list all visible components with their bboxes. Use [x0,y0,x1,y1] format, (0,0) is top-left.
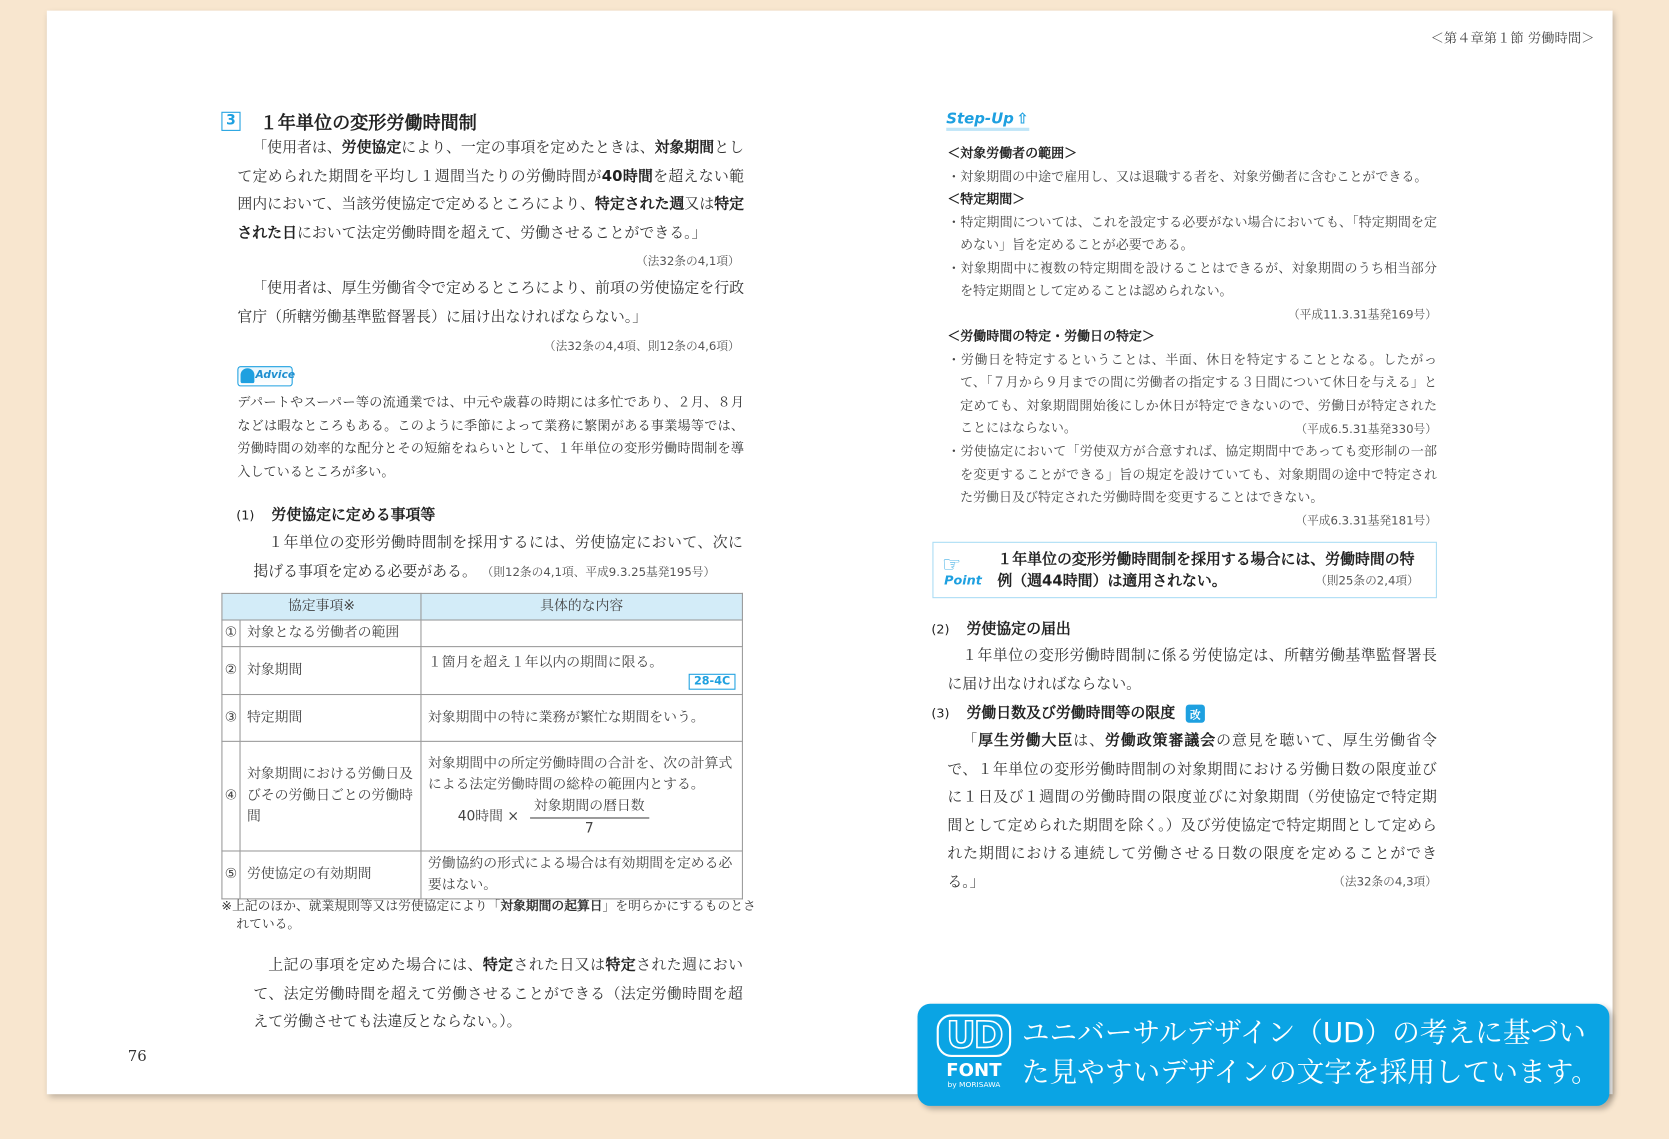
step-up-content [947,143,1437,533]
row-content [421,647,742,695]
bold-term: 労働政策審議会 [1105,732,1217,750]
citation: （則12条の4,1項、平成9.3.25基発195号） [481,564,716,579]
citation: （法32条の4,4項、則12条の4,6項） [543,339,740,354]
step-up-heading: ＜労働時間の特定・労働日の特定＞ [947,328,1155,344]
bullet-item: ・特定期間については、これを設定する必要がない場合においても、「特定期間を定めない」旨を定めることが必要である。 [947,214,1437,253]
row-content [421,620,742,647]
subsection-title: 労使協定に定める事項等 [271,506,436,524]
text-segment: の意見を聴いて、厚生労働省令で、１年単位の変形労働時間制の対象期間における労働日数の限度並びに１日及び１週間の労働時間の限度並びに対象期間（労使協定で特定期間として定められた期間を除く。）及び労使協定で特定期間として定められた期間における連続して労働させる日数の限度を定めることができる。」 [947,732,1437,891]
bold-term: 厚生労働大臣 [978,732,1074,750]
law-quote-2: 「使用者は、厚生労働省令で定めるところにより、前項の労使協定を行政官庁（所轄労働基準監督署長）に届け出なければならない。」 [237,279,745,326]
row-content-text: 対象期間中の所定労働時間の合計を、次の計算式による法定労働時間の総枠の範囲内とする。 [427,755,733,793]
text-segment: として定められた期間を平均し１週間当たりの労働時間が [237,139,745,185]
law-quote-3 [947,727,1437,896]
ud-font-logo [937,1014,1012,1089]
paragraph [253,952,743,1037]
advice-badge [237,366,296,386]
step-up-heading: ＜特定期間＞ [947,191,1026,207]
text-segment: において法定労働時間を超えて、労働させることができる。」 [296,224,707,242]
ud-font-banner [918,1004,1610,1106]
citation: （則25条の2,4項） [1315,573,1419,588]
advice-label: Advice [255,369,296,382]
table-row [222,695,742,742]
running-header: ＜第４章第１節 労働時間＞ [1430,29,1595,46]
row-content: 労働協約の形式による場合は有効期間を定める必要はない。 [421,851,742,899]
section-title: １年単位の変形労働時間制 [259,112,477,135]
row-number: ② [222,647,240,695]
text-segment: ※上記のほか、就業規則等又は労使協定により「 [221,898,501,914]
row-item: 労使協定の有効期間 [240,851,421,899]
subsection-heading-2 [931,617,1070,638]
banner-text [1022,1014,1599,1093]
subsection-heading-1 [236,503,435,524]
banner-line: た見やすいデザインの文字を採用しています。 [1021,1056,1599,1089]
banner-line: ユニバーサルデザイン（UD）の考えに基づい [1021,1017,1586,1050]
text-segment: された日又は [513,956,606,974]
table-header-row [222,593,742,620]
row-item: 対象となる労働者の範囲 [240,620,421,647]
bold-term: 特定 [605,956,637,974]
law-quote-1 [237,134,744,247]
text-segment: された週において、法定労働時間を超えて労働させることができる（法定労働時間を超えて労働させても法違反とならない。）。 [253,956,744,1031]
citation: （法32条の4,3項） [1333,874,1437,889]
advice-text: デパートやスーパー等の流通業では、中元や歳暮の時期には多忙であり、２月、８月などは暇なところもある。このように季節によって業務に繁閑がある事業場等では、労働時間の効率的な配分とその短縮をねらいとして、１年単位の変形労働時間制を導入しているところが多い。 [237,394,745,479]
subsection-heading-3 [931,701,1205,722]
subsection-number: (3) [931,705,950,721]
section-heading [221,108,476,135]
row-content: 対象期間中の特に業務が繁忙な期間をいう。 [421,695,742,742]
column-header: 具体的な内容 [421,593,742,620]
bold-term: 40時間 [601,167,654,185]
bold-term: 対象期間の起算日 [500,898,603,914]
citation: （平成6.3.31基発181号） [1295,513,1437,528]
citation: （平成6.5.31基発330号） [1295,422,1437,436]
text-segment: を超えない範囲内において、当該労使協定で定めるところにより、 [237,167,745,213]
subsection-title: 労使協定の届出 [966,620,1071,638]
numerator: 対象期間の暦日数 [530,796,649,818]
point-box [932,542,1437,598]
row-number: ⑤ [222,851,240,899]
formula-left: 40時間 × [457,808,519,825]
row-number: ③ [222,695,240,742]
paragraph-text: １年単位の変形労働時間制を採用するには、労使協定において、次に掲げる事項を定める必要がある。 [253,534,743,580]
point-label: Point [944,572,982,588]
bold-term: 特定された週 [594,195,685,213]
bullet-item: ・労働日を特定するということは、半面、休日を特定することとなる。したがって、「７月から９月までの間に労働者の指定する３日間について休日を与える」と定めても、対象期間開始後にしか休日が特定できないので、労働日が特定されたことにはならない。 [947,351,1437,436]
row-number: ① [222,620,240,647]
agreement-items-table [221,593,743,900]
bullet-item: ・対象期間の中途で雇用し、又は退職する者を、対象労働者に含むことができる。 [947,168,1428,184]
bold-term: 労使協定 [341,139,402,157]
text-segment: 「 [962,732,979,750]
row-content [421,741,742,851]
logo-font: FONT [946,1060,1002,1082]
page-number: 76 [127,1048,147,1066]
subsection-title: 労働日数及び労働時間等の限度 [966,704,1176,722]
paragraph: １年単位の変形労働時間制に係る労使協定は、所轄労働基準監督署長に届け出なければならない。 [947,647,1437,693]
bullet-item: ・労使協定において「労使双方が合意すれば、協定期間中であっても変形制の一部を変更することができる」旨の規定を設けていても、対象期間の途中で特定された労働日及び特定された労働時間を変更することはできない。 [947,443,1437,505]
point-text: １年単位の変形労働時間制を採用する場合には、労働時間の特例（週44時間）は適用されない。 [997,551,1415,590]
bold-term: 特定された日 [237,195,745,242]
step-up-text: Step-Up [946,110,1014,128]
step-up-label [946,111,1028,131]
person-icon [241,368,255,383]
row-item: 特定期間 [240,695,421,742]
table-row [222,647,742,695]
text-segment: 」を明らかにするものとされている。 [236,898,756,932]
denominator: 7 [584,820,594,837]
logo-by: by MORISAWA [947,1080,1001,1089]
text-segment: 上記の事項を定めた場合には、 [268,956,483,974]
text-segment: により、一定の事項を定めたときは、 [401,139,655,157]
step-up-heading: ＜対象労働者の範囲＞ [947,145,1078,161]
fraction [530,796,649,840]
subsection-number: (1) [236,507,255,523]
citation: （法32条の4,1項） [635,254,740,269]
row-item: 対象期間における労働日及びその労働日ごとの労働時間 [240,741,421,851]
column-header: 協定事項※ [222,593,421,620]
formula [458,796,736,840]
up-arrow-icon: ⇧ [1016,110,1029,128]
text-segment: は、 [1073,732,1106,750]
table-footnote [221,897,763,933]
exam-tag: 28-4C [689,673,736,689]
table-row [222,741,742,851]
logo-ud: UD [937,1014,1012,1057]
row-item: 対象期間 [240,647,421,695]
subsection-number: (2) [931,621,950,637]
table-row [222,620,742,647]
bullet-item: ・対象期間中に複数の特定期間を設けることはできるが、対象期間のうち相当部分を特定期間として定めることは認められない。 [947,260,1437,299]
text-segment: 又は [684,195,715,213]
bold-term: 対象期間 [654,139,715,157]
paragraph [253,529,743,586]
row-number: ④ [222,741,240,851]
citation: （平成11.3.31基発169号） [1287,307,1437,321]
section-number: 3 [221,111,240,130]
bold-term: 特定 [482,956,514,974]
table-row [222,851,742,899]
text-segment: 「使用者は、 [252,139,342,157]
revised-badge: 改 [1186,704,1205,722]
row-content-text: １箇月を超え１年以内の期間に限る。 [427,654,664,671]
pointing-hand-icon: ☞ [941,551,962,577]
